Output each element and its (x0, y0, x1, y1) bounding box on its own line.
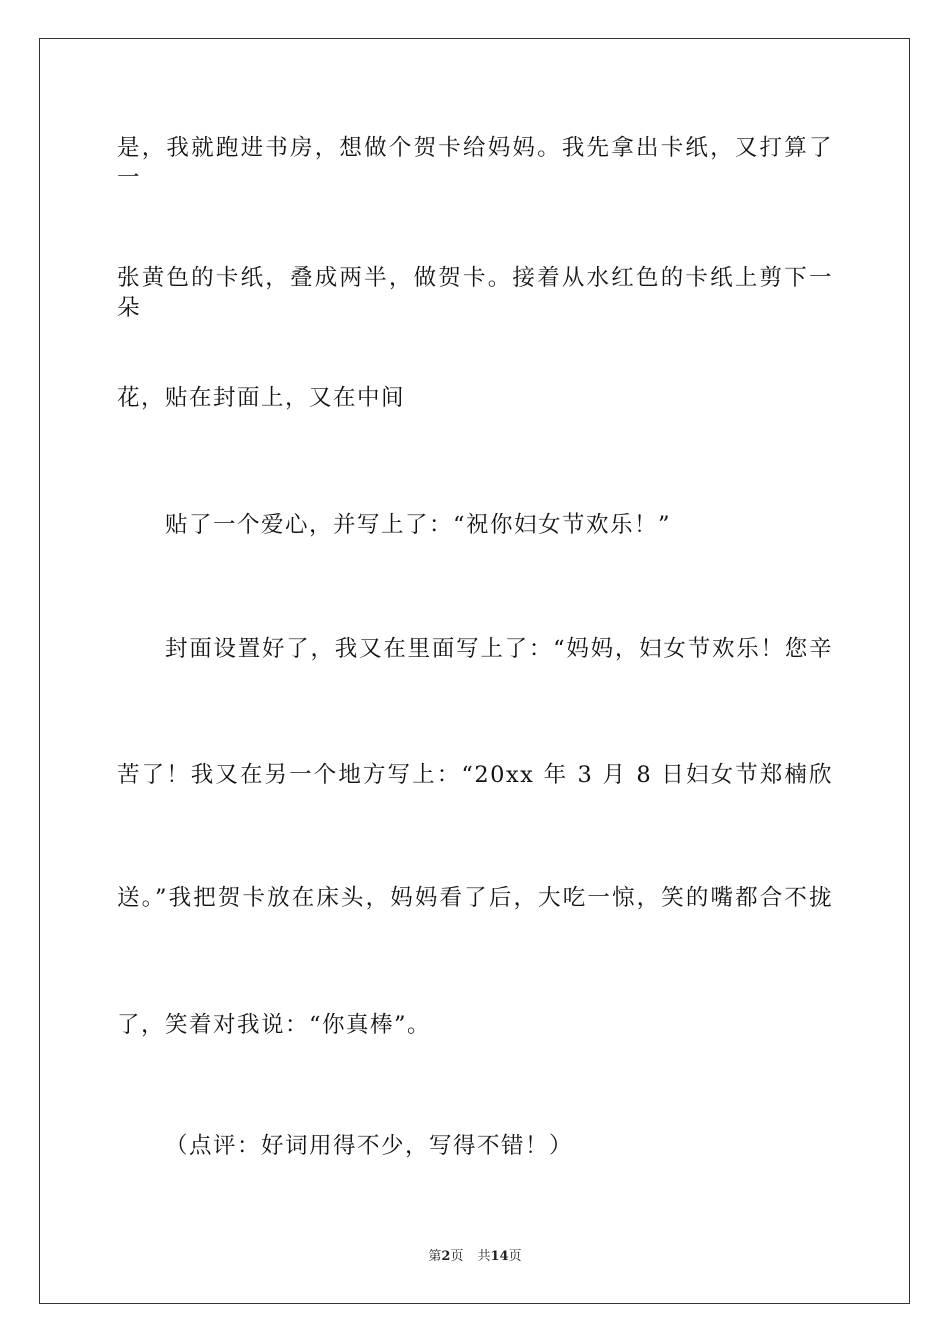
page-border (39, 38, 910, 1304)
paragraph-line-2: 张黄色的卡纸，叠成两半，做贺卡。接着从水红色的卡纸上剪下一朵 (117, 265, 833, 321)
paragraph-line-4: 贴了一个爱心，并写上了：“祝你妇女节欢乐！” (165, 512, 672, 538)
footer-total-pages: 14 (490, 1249, 509, 1264)
paragraph-line-7: 送。”我把贺卡放在床头，妈妈看了后，大吃一惊，笑的嘴都合不拢 (117, 885, 833, 911)
paragraph-line-6: 苦了！我又在另一个地方写上：“20xx 年 3 月 8 日妇女节郑楠欣 (117, 762, 833, 788)
paragraph-line-5: 封面设置好了，我又在里面写上了：“妈妈，妇女节欢乐！您辛 (165, 636, 833, 662)
footer-page-prefix: 第 (428, 1249, 442, 1264)
footer-total-suffix: 页 (508, 1249, 522, 1264)
page-footer (0, 1248, 950, 1266)
paragraph-line-1: 是，我就跑进书房，想做个贺卡给妈妈。我先拿出卡纸，又打算了一 (117, 135, 833, 191)
footer-page-suffix: 页 (450, 1249, 464, 1264)
footer-total-prefix: 共 (477, 1249, 491, 1264)
footer-page-number: 2 (441, 1249, 451, 1264)
paragraph-line-3: 花，贴在封面上，又在中间 (117, 385, 406, 411)
review-comment: （点评：好词用得不少，写得不错！） (165, 1133, 574, 1159)
paragraph-line-8: 了，笑着对我说：“你真棒”。 (117, 1012, 432, 1038)
